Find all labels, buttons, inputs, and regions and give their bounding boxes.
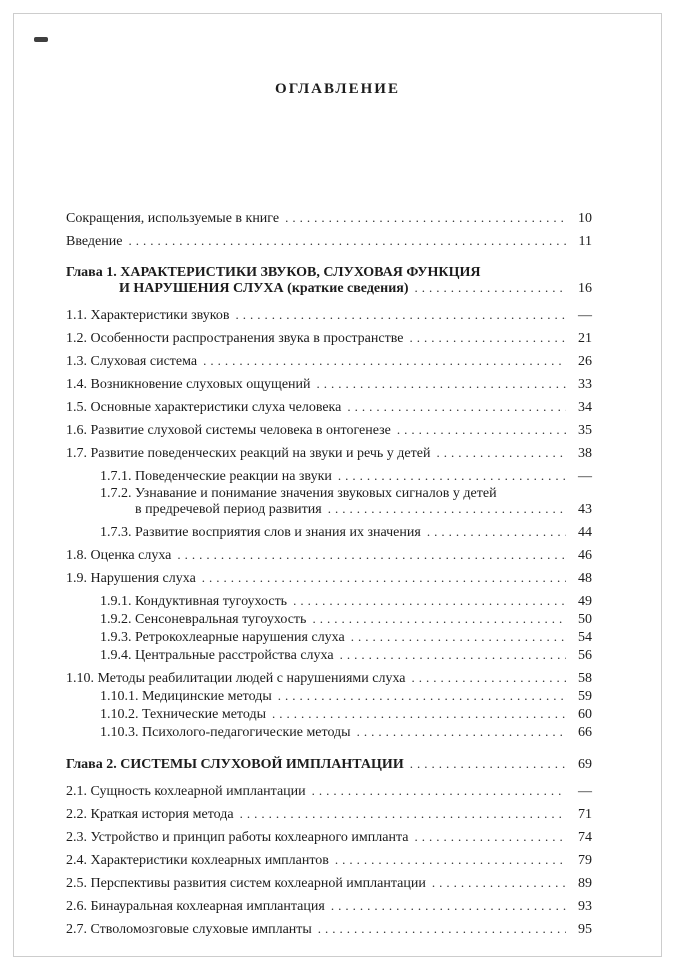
toc-entry-page: 49	[578, 594, 592, 609]
toc-entry-line	[66, 829, 592, 845]
dot-leader	[397, 422, 566, 437]
toc-entry-page: 16	[578, 281, 592, 296]
toc-entry-label: 1.10.1. Медицинские методы	[100, 689, 272, 704]
toc-entry	[66, 547, 592, 563]
dot-leader	[432, 875, 566, 890]
toc-entry	[66, 486, 592, 517]
toc-list	[66, 210, 592, 937]
toc-entry-page: 71	[578, 807, 592, 822]
dot-leader	[235, 307, 566, 322]
toc-entry-label: 2.3. Устройство и принцип работы кохлеарного импланта	[66, 830, 409, 845]
toc-entry-line	[100, 688, 592, 704]
toc-entry-page: 89	[578, 876, 592, 891]
toc-entry-line	[100, 486, 592, 501]
dot-leader	[328, 501, 566, 516]
dot-leader	[357, 724, 566, 739]
toc-entry-label: 2.2. Краткая история метода	[66, 807, 234, 822]
toc-entry-label: в предречевой период развития	[135, 502, 322, 517]
toc-entry-line	[100, 724, 592, 740]
toc-entry-page: —	[578, 308, 592, 323]
toc-entry	[66, 210, 592, 226]
toc-entry-label: Глава 1. ХАРАКТЕРИСТИКИ ЗВУКОВ, СЛУХОВАЯ ФУНКЦИЯ	[66, 265, 481, 280]
toc-entry-page: 10	[578, 211, 592, 226]
toc-entry-page: 58	[578, 671, 592, 686]
toc-entry-page: 26	[578, 354, 592, 369]
toc-entry	[66, 829, 592, 845]
dot-leader	[427, 524, 566, 539]
toc-entry	[66, 670, 592, 686]
toc-entry-line	[66, 376, 592, 392]
toc-entry-page: 35	[578, 423, 592, 438]
toc-entry-label: 1.10. Методы реабилитации людей с нарушениями слуха	[66, 671, 406, 686]
dot-leader	[240, 806, 566, 821]
toc-entry-label: 1.5. Основные характеристики слуха человека	[66, 400, 342, 415]
toc-entry	[66, 330, 592, 346]
toc-entry-line	[66, 547, 592, 563]
toc-entry-label: Глава 2. СИСТЕМЫ СЛУХОВОЙ ИМПЛАНТАЦИИ	[66, 757, 404, 772]
toc-entry	[66, 445, 592, 461]
toc-entry	[66, 570, 592, 586]
toc-entry	[66, 629, 592, 645]
toc-entry-page: 21	[578, 331, 592, 346]
toc-entry-label: 1.7.2. Узнавание и понимание значения звуковых сигналов у детей	[100, 486, 497, 501]
dot-leader	[335, 852, 566, 867]
toc-entry-label: 1.7.1. Поведенческие реакции на звуки	[100, 469, 332, 484]
toc-entry-page: 74	[578, 830, 592, 845]
dot-leader	[278, 688, 566, 703]
toc-entry	[66, 399, 592, 415]
toc-entry	[66, 647, 592, 663]
toc-entry-page: 44	[578, 525, 592, 540]
dot-leader	[410, 756, 566, 771]
toc-entry-page: 69	[578, 757, 592, 772]
toc-entry	[66, 524, 592, 540]
toc-entry-line	[66, 783, 592, 799]
dot-leader	[338, 468, 566, 483]
toc-entry-page: 38	[578, 446, 592, 461]
dot-leader	[436, 445, 566, 460]
toc-entry-label: Сокращения, используемые в книге	[66, 211, 280, 226]
toc-entry-label: И НАРУШЕНИЯ СЛУХА (краткие сведения)	[119, 281, 409, 296]
toc-entry-line	[66, 307, 592, 323]
toc-entry-line	[119, 280, 592, 296]
dot-leader	[331, 898, 566, 913]
dot-leader	[351, 629, 566, 644]
toc-entry-label: 2.7. Стволомозговые слуховые импланты	[66, 922, 312, 937]
toc-entry	[66, 724, 592, 740]
dot-leader	[203, 353, 566, 368]
toc-entry-label: 1.10.2. Технические методы	[100, 707, 266, 722]
dot-leader	[312, 611, 566, 626]
toc-entry-line	[100, 593, 592, 609]
dot-leader	[312, 783, 566, 798]
toc-entry	[66, 852, 592, 868]
dot-leader	[318, 921, 566, 936]
dot-leader	[293, 593, 566, 608]
dot-leader	[128, 233, 566, 248]
toc-entry-line	[66, 233, 592, 249]
toc-entry	[66, 783, 592, 799]
toc-entry	[66, 756, 592, 772]
toc-entry-label: 1.3. Слуховая система	[66, 354, 198, 369]
toc-entry-label: 2.6. Бинауральная кохлеарная имплантация	[66, 899, 325, 914]
toc-entry-page: 43	[578, 502, 592, 517]
dot-leader	[177, 547, 566, 562]
toc-entry-line	[66, 422, 592, 438]
toc-entry-page: 48	[578, 571, 592, 586]
toc-entry	[66, 921, 592, 937]
toc-entry-line	[100, 524, 592, 540]
scan-artifact-mark	[34, 37, 48, 42]
toc-entry-page: 59	[578, 689, 592, 704]
toc-entry	[66, 353, 592, 369]
toc-entry-line	[66, 852, 592, 868]
toc-entry-line	[66, 756, 592, 772]
toc-entry-line	[100, 706, 592, 722]
toc-entry-page: 54	[578, 630, 592, 645]
toc-entry-line	[100, 647, 592, 663]
toc-entry	[66, 875, 592, 891]
toc-entry	[66, 706, 592, 722]
toc-entry-label: 1.10.3. Психолого-педагогические методы	[100, 725, 351, 740]
toc-entry-line	[66, 445, 592, 461]
toc-entry-line	[66, 353, 592, 369]
toc-entry	[66, 307, 592, 323]
toc-entry-label: 1.9. Нарушения слуха	[66, 571, 196, 586]
dot-leader	[340, 647, 566, 662]
dot-leader	[414, 829, 566, 844]
toc-entry	[66, 806, 592, 822]
page-title: ОГЛАВЛЕНИЕ	[275, 81, 400, 97]
toc-entry-label: 1.4. Возникновение слуховых ощущений	[66, 377, 311, 392]
toc-entry-page: 56	[578, 648, 592, 663]
toc-entry-line	[66, 921, 592, 937]
toc-entry-label: Введение	[66, 234, 123, 249]
toc-entry-page: 66	[578, 725, 592, 740]
toc-entry-line	[66, 875, 592, 891]
toc-entry-label: 1.7. Развитие поведенческих реакций на звуки и речь у детей	[66, 446, 431, 461]
toc-entry-page: 95	[578, 922, 592, 937]
toc-entry	[66, 468, 592, 484]
toc-entry-page: 46	[578, 548, 592, 563]
toc-entry-page: 34	[578, 400, 592, 415]
toc-entry	[66, 593, 592, 609]
toc-entry-line	[66, 265, 592, 280]
toc-entry-label: 2.1. Сущность кохлеарной имплантации	[66, 784, 306, 799]
toc-entry-page: 79	[578, 853, 592, 868]
toc-entry-label: 1.2. Особенности распространения звука в пространстве	[66, 331, 404, 346]
dot-leader	[347, 399, 566, 414]
toc-entry-label: 1.1. Характеристики звуков	[66, 308, 230, 323]
toc-entry-line	[100, 611, 592, 627]
toc-entry-label: 1.9.3. Ретрокохлеарные нарушения слуха	[100, 630, 345, 645]
toc-entry	[66, 376, 592, 392]
toc-entry-line	[100, 629, 592, 645]
dot-leader	[415, 280, 566, 295]
toc-entry-page: 11	[578, 234, 592, 249]
toc-entry-label: 1.9.4. Центральные расстройства слуха	[100, 648, 334, 663]
toc-entry-label: 1.8. Оценка слуха	[66, 548, 172, 563]
toc-entry	[66, 233, 592, 249]
dot-leader	[285, 210, 566, 225]
toc-entry-line	[135, 501, 592, 517]
dot-leader	[202, 570, 566, 585]
toc-entry-line	[66, 570, 592, 586]
toc-entry-label: 1.9.1. Кондуктивная тугоухость	[100, 594, 288, 609]
toc-entry-line	[66, 806, 592, 822]
toc-entry-label: 1.6. Развитие слуховой системы человека в онтогенезе	[66, 423, 391, 438]
toc-entry	[66, 688, 592, 704]
toc-entry-page: 50	[578, 612, 592, 627]
toc-entry-label: 1.9.2. Сенсоневральная тугоухость	[100, 612, 307, 627]
dot-leader	[409, 330, 566, 345]
toc-entry-label: 1.7.3. Развитие восприятия слов и знания их значения	[100, 525, 421, 540]
toc-entry-label: 2.4. Характеристики кохлеарных имплантов	[66, 853, 329, 868]
dot-leader	[317, 376, 566, 391]
toc-entry	[66, 422, 592, 438]
dot-leader	[412, 670, 566, 685]
toc-entry-line	[66, 330, 592, 346]
toc-entry-line	[66, 210, 592, 226]
toc-entry	[66, 265, 592, 296]
toc-entry	[66, 611, 592, 627]
dot-leader	[272, 706, 566, 721]
toc-entry-page: 93	[578, 899, 592, 914]
toc-entry-line	[66, 898, 592, 914]
toc-entry-line	[100, 468, 592, 484]
toc-entry-line	[66, 399, 592, 415]
toc-entry	[66, 898, 592, 914]
toc-entry-page: —	[578, 784, 592, 799]
toc-entry-page: 33	[578, 377, 592, 392]
toc-entry-page: 60	[578, 707, 592, 722]
toc-entry-page: —	[578, 469, 592, 484]
toc-entry-label: 2.5. Перспективы развития систем кохлеарной имплантации	[66, 876, 426, 891]
toc-entry-line	[66, 670, 592, 686]
